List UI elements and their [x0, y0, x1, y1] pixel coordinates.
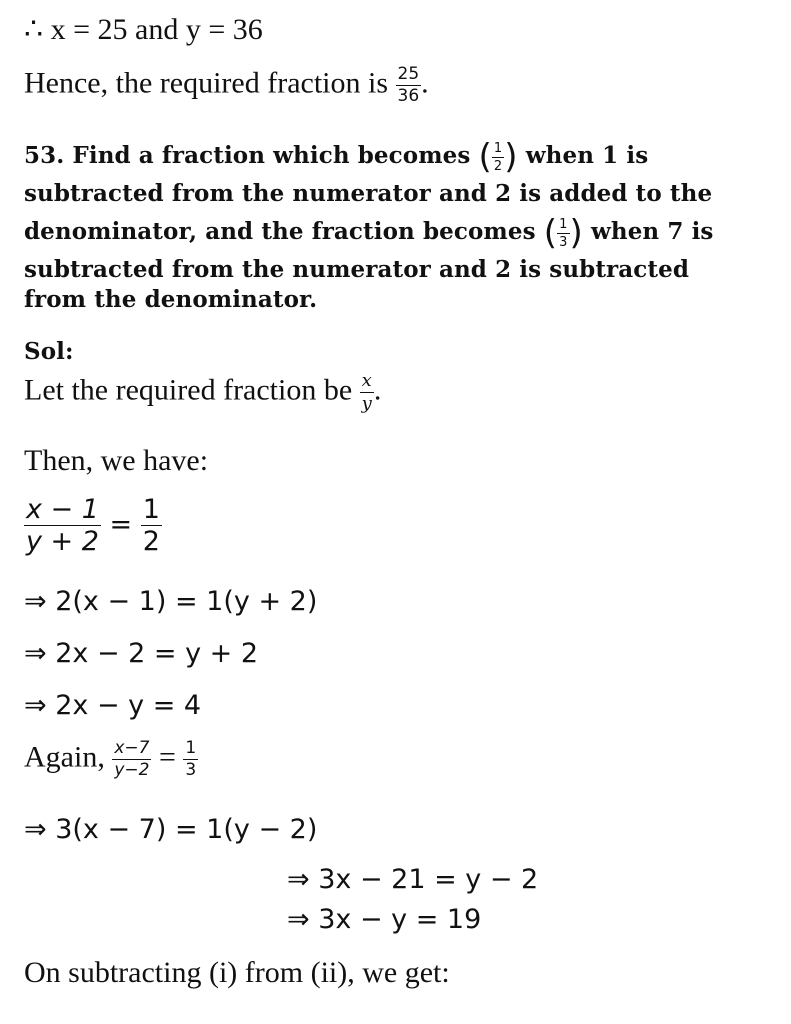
- equals-sign: =: [100, 509, 141, 540]
- fraction-denominator: 2: [142, 526, 160, 557]
- subtracting-text: On subtracting (i) from (ii), we get:: [24, 956, 450, 989]
- question-line-5: [24, 286, 317, 313]
- step-text: ⇒ 3x − y = 19: [287, 904, 482, 935]
- period: .: [373, 373, 382, 407]
- fraction-denominator: 36: [397, 86, 420, 106]
- question-text: subtracted from the numerator and 2 is added to the: [24, 180, 713, 207]
- step-1: [24, 586, 317, 617]
- fraction-lhs: [24, 496, 101, 555]
- let-text: Let the required fraction be: [24, 373, 360, 407]
- fraction-numerator: 1: [185, 738, 197, 758]
- step-text: ⇒ 2x − y = 4: [24, 690, 202, 721]
- step-text: ⇒ 2x − 2 = y + 2: [24, 638, 259, 669]
- fraction-denominator: y: [361, 393, 372, 414]
- step-5: [287, 864, 538, 895]
- fraction-numerator: 1: [142, 494, 160, 525]
- fraction-denominator: 2: [493, 158, 503, 174]
- again-text: Again,: [24, 740, 113, 774]
- question-text: from the denominator.: [24, 286, 318, 313]
- question-line-4: [24, 256, 689, 283]
- fraction-numerator: x − 1: [26, 494, 99, 525]
- fraction-denominator: 3: [185, 760, 197, 780]
- step-text: ⇒ 3x − 21 = y − 2: [287, 864, 539, 895]
- question-line-2: [24, 180, 712, 207]
- fraction-lhs: [112, 740, 151, 779]
- step-text: ⇒ 3(x − 7) = 1(y − 2): [24, 814, 318, 845]
- fraction-rhs: [141, 496, 162, 555]
- hence-text: Hence, the required fraction is: [24, 66, 396, 100]
- paren-fraction-third: ( $\frac{1}{3}$ ): [543, 213, 583, 253]
- question-text: denominator, and the fraction becomes: [24, 218, 544, 245]
- fraction-numerator: 1: [493, 140, 503, 156]
- period: .: [421, 66, 429, 100]
- question-line-3: [24, 213, 714, 253]
- question-text: when 1 is: [517, 142, 649, 169]
- step-4: [24, 814, 317, 845]
- question-text: when 7 is: [582, 218, 714, 245]
- step-text: ⇒ 2(x − 1) = 1(y + 2): [24, 586, 318, 617]
- fraction-numerator: 1: [559, 216, 568, 232]
- fraction-numerator: 25: [397, 64, 420, 84]
- sol-text: Sol:: [24, 338, 74, 365]
- result-text: ∴ x = 25 and y = 36: [24, 13, 263, 46]
- equals-sign: =: [151, 740, 184, 774]
- equation-1: [24, 496, 162, 555]
- step-6: [287, 904, 481, 935]
- fraction-25-36: [396, 66, 422, 105]
- then-line: [24, 444, 208, 478]
- fraction-x-y: [360, 372, 374, 413]
- question-line-1: [24, 137, 649, 177]
- fraction-numerator: x−7: [114, 738, 150, 758]
- question-text: 53. Find a fraction which becomes: [24, 142, 479, 169]
- fraction-numerator: x: [361, 370, 372, 391]
- step-2: [24, 638, 258, 669]
- result-line: [24, 12, 263, 47]
- step-3: [24, 690, 201, 721]
- fraction-denominator: 3: [559, 234, 568, 250]
- paren-fraction-half: ( $\frac{1}{2}$ ): [478, 137, 518, 177]
- subtracting-line: [24, 956, 450, 990]
- hence-line: [24, 66, 429, 105]
- sol-label: [24, 338, 74, 365]
- fraction-denominator: y + 2: [26, 526, 99, 557]
- let-line: [24, 372, 381, 413]
- question-text: subtracted from the numerator and 2 is subtracted: [24, 256, 690, 283]
- then-text: Then, we have:: [24, 444, 209, 477]
- fraction-rhs: [183, 740, 198, 779]
- again-line: [24, 740, 198, 779]
- fraction-denominator: y−2: [114, 760, 150, 780]
